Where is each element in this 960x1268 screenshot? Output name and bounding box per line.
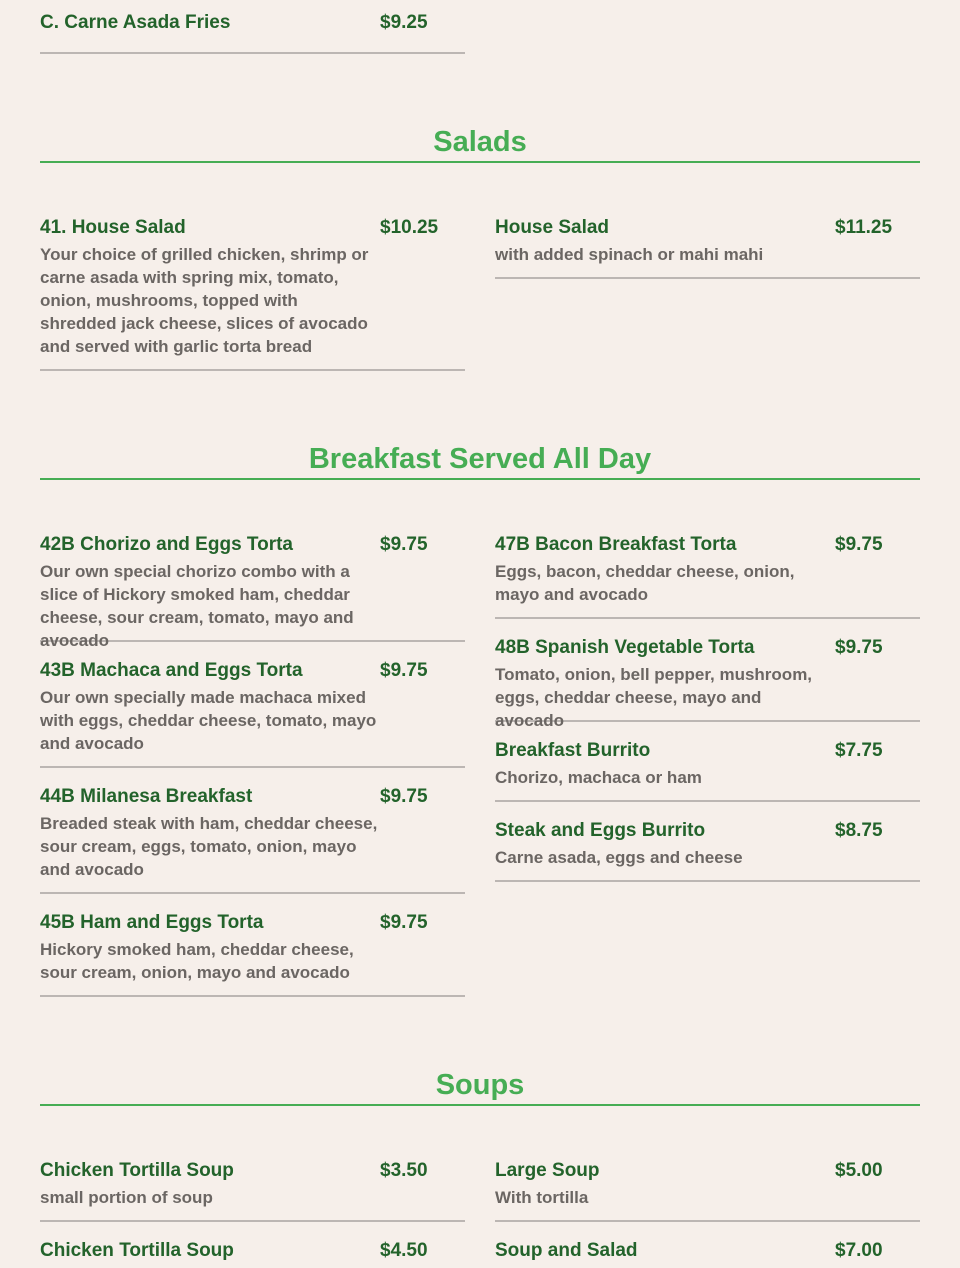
menu-item-soup-and-salad xyxy=(495,1228,920,1268)
section-title-soups: Soups xyxy=(435,1069,525,1101)
section-divider xyxy=(40,161,920,163)
item-name: 44B Milanesa Breakfast xyxy=(40,786,253,807)
item-name: Breakfast Burrito xyxy=(495,740,651,761)
menu-item-44b xyxy=(40,774,465,894)
item-price: $7.75 xyxy=(835,740,883,761)
item-name: 41. House Salad xyxy=(40,217,186,238)
section-title-salads: Salads xyxy=(433,126,527,158)
item-name: Chicken Tortilla Soup xyxy=(40,1240,234,1261)
item-name: Chicken Tortilla Soup xyxy=(40,1160,234,1181)
item-price: $8.75 xyxy=(835,820,883,841)
menu-item-soup-regular xyxy=(40,1228,465,1268)
item-name: 43B Machaca and Eggs Torta xyxy=(40,660,303,681)
section-title-breakfast: Breakfast Served All Day xyxy=(308,443,652,475)
item-price: $5.00 xyxy=(835,1160,883,1181)
item-price: $9.75 xyxy=(835,534,883,555)
item-price: $10.25 xyxy=(380,217,439,238)
item-name: Soup and Salad xyxy=(495,1240,638,1261)
item-price: $9.75 xyxy=(380,534,428,555)
menu-item-42b xyxy=(40,522,465,650)
item-description: Eggs, bacon, cheddar cheese, onion, mayo and avocado xyxy=(495,562,795,604)
menu-item-soup-small xyxy=(40,1148,465,1222)
item-description: small portion of soup xyxy=(40,1188,213,1207)
item-name: C. Carne Asada Fries xyxy=(40,12,231,33)
menu-item-47b xyxy=(495,522,920,619)
item-price: $9.75 xyxy=(380,912,428,933)
menu-item-steak-eggs-burrito xyxy=(495,808,920,882)
item-description: Our own special chorizo combo with a slice of Hickory smoked ham, cheddar cheese, sour cream, tomato, mayo and avocado xyxy=(40,562,354,650)
item-price: $9.75 xyxy=(380,786,428,807)
item-description: with added spinach or mahi mahi xyxy=(495,245,764,264)
menu-item-45b xyxy=(40,900,465,997)
item-name: Large Soup xyxy=(495,1160,600,1181)
item-name: 42B Chorizo and Eggs Torta xyxy=(40,534,294,555)
item-price: $9.75 xyxy=(835,637,883,658)
menu-item-48b xyxy=(495,625,920,730)
item-description: Hickory smoked ham, cheddar cheese, sour cream, onion, mayo and avocado xyxy=(40,940,354,982)
item-name: Steak and Eggs Burrito xyxy=(495,820,706,841)
item-description: Carne asada, eggs and cheese xyxy=(495,848,743,867)
item-price: $7.00 xyxy=(835,1240,883,1261)
item-description: Breaded steak with ham, cheddar cheese, sour cream, eggs, tomato, onion, mayo and avocado xyxy=(40,814,378,879)
item-description: Tomato, onion, bell pepper, mushroom, eggs, cheddar cheese, mayo and avocado xyxy=(495,665,813,730)
item-price: $9.75 xyxy=(380,660,428,681)
item-name: 48B Spanish Vegetable Torta xyxy=(495,637,755,658)
section-divider xyxy=(40,1104,920,1106)
item-price: $4.50 xyxy=(380,1240,428,1261)
item-name: 47B Bacon Breakfast Torta xyxy=(495,534,737,555)
menu-item-house-salad-upgrade xyxy=(495,205,920,279)
item-price: $9.25 xyxy=(380,12,428,33)
item-description: Our own specially made machaca mixed with eggs, cheddar cheese, tomato, mayo and avocado xyxy=(40,688,377,753)
item-description: Chorizo, machaca or ham xyxy=(495,768,702,787)
section-divider xyxy=(40,478,920,480)
menu-item-43b xyxy=(40,648,465,768)
menu-item-house-salad xyxy=(40,205,465,371)
menu-item-carne-asada-fries xyxy=(40,0,465,54)
menu-item-large-soup xyxy=(495,1148,920,1222)
menu-item-breakfast-burrito xyxy=(495,728,920,802)
item-name: House Salad xyxy=(495,217,610,238)
item-price: $3.50 xyxy=(380,1160,428,1181)
item-description: With tortilla xyxy=(495,1188,589,1207)
item-name: 45B Ham and Eggs Torta xyxy=(40,912,264,933)
item-price: $11.25 xyxy=(835,217,893,238)
item-description: Your choice of grilled chicken, shrimp or carne asada with spring mix, tomato, onion, mushrooms, topped with shredded jack cheese, slices of avocado and served with garlic torta bread xyxy=(40,245,369,356)
